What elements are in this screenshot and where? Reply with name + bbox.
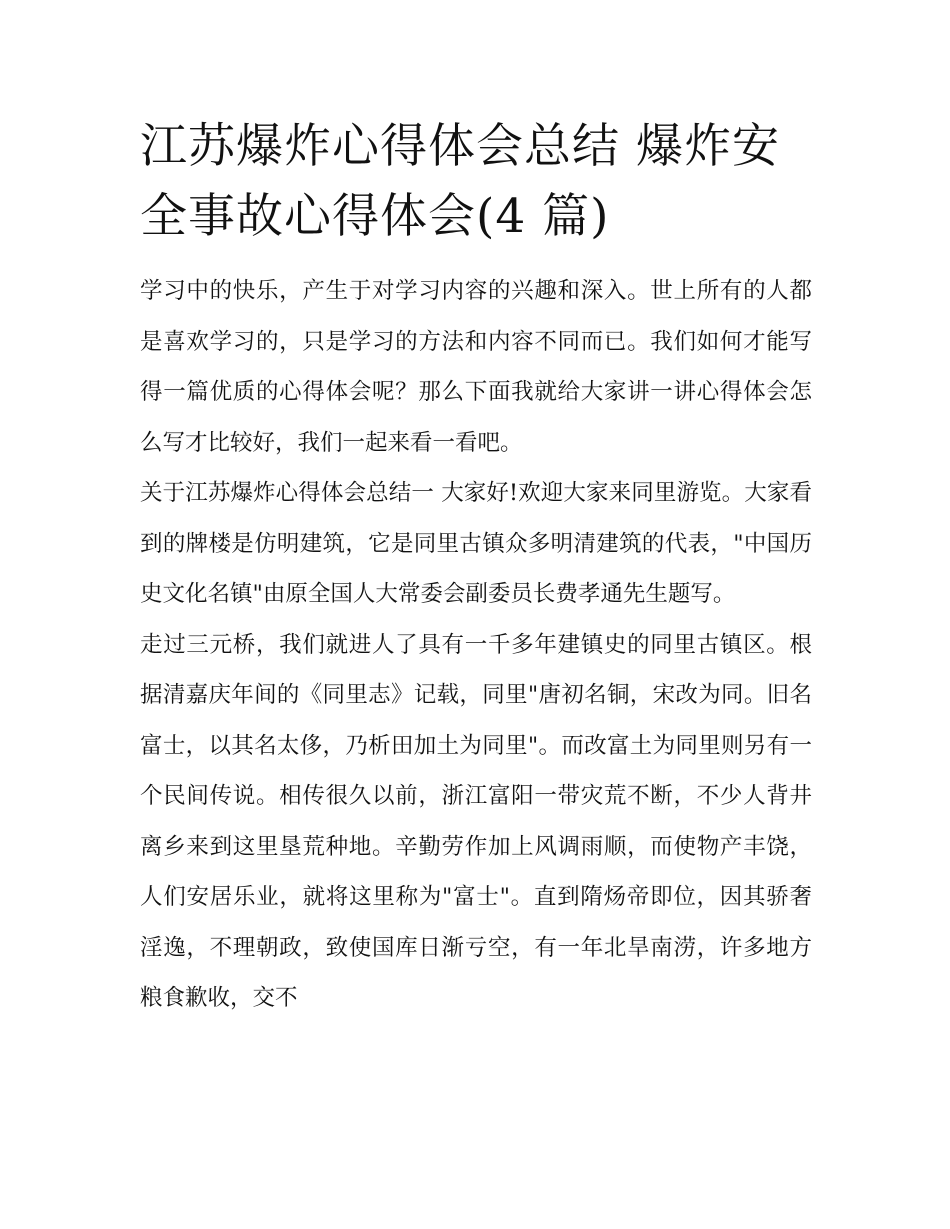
document-page — [140, 112, 812, 1024]
document-body — [140, 266, 812, 1024]
intro-paragraph: 学习中的快乐，产生于对学习内容的兴趣和深入。世上所有的人都是喜欢学习的，只是学习的方法和内容不同而已。我们如何才能写得一篇优质的心得体会呢？那么下面我就给大家讲一讲心得体会怎么写才比较好，我们一起来看一看吧。 — [140, 278, 812, 456]
document-title: 江苏爆炸心得体会总结 爆炸安全事故心得体会(4 篇) — [140, 119, 780, 244]
tongli-history-paragraph: 走过三元桥，我们就进人了具有一千多年建镇史的同里古镇区。根据清嘉庆年间的《同里志》记载，同里"唐初名铜，宋改为同。旧名富士，以其名太侈，乃析田加土为同里"。而改富土为同里则另有一个民间传说。相传很久以前，浙江富阳一带灾荒不断，不少人背井离乡来到这里垦荒种地。辛勤劳作加上风调雨顺，而使物产丰饶，人们安居乐业，就将这里称为"富士"。直到隋炀帝即位，因其骄奢淫逸，不理朝政，致使国库日渐亏空，有一年北旱南涝，许多地方粮食歉收，交不 — [140, 631, 812, 1011]
section-one-paragraph: 关于江苏爆炸心得体会总结一 大家好!欢迎大家来同里游览。大家看到的牌楼是仿明建筑，它是同里古镇众多明清建筑的代表，"中国历史文化名镇"由原全国人大常委会副委员长费孝通先生题写。 — [140, 480, 812, 607]
